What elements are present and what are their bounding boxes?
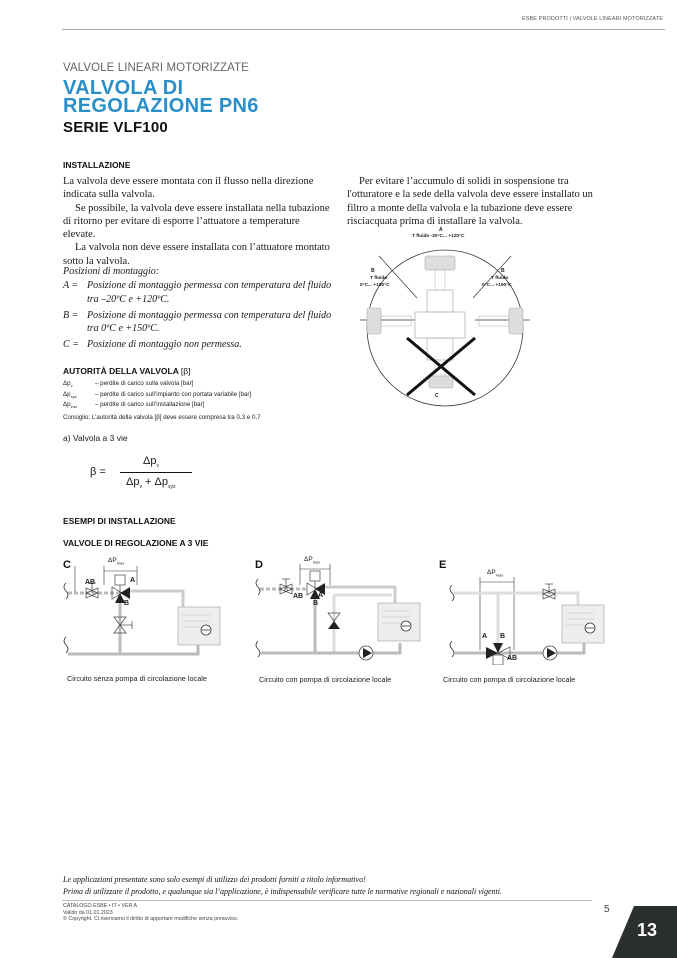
temp-b-left-1: T fluido [370,276,388,281]
installazione-paragraph: Se possibile, la valvola deve essere installata nella tubazione di ritorno per evitare di esporre l’attuatore a temperature elevate. [63,202,330,241]
formula-lhs: β = [90,466,106,478]
autorita-advice: Consiglio: L’autorità della valvola [β] deve essere compresa tra 0,3 e 0,7 [63,414,261,422]
footer-meta [63,903,238,923]
subscript: v [156,463,159,470]
authority-formula [90,455,200,495]
page-number: 13 [637,920,658,940]
temp-b-left-2: 0°C... +150°C [360,283,390,288]
page-title-line-2: REGOLAZIONE PN6 [63,95,259,117]
figure-caption: Circuito senza pompa di circolazione locale [67,674,207,683]
delta-p-symbol: Δp [63,401,71,409]
copyright-notice: © Copyright. Ci riserviamo il diritto di apportare modifiche senza preavviso. [63,916,239,922]
port-label: B [124,600,130,607]
port-label: A [318,592,324,599]
subscript: sys [70,393,77,399]
page-title [63,79,363,115]
figure-d [252,555,432,695]
autorita-definitions [63,380,363,423]
delta-p-symbol: Δp [63,390,71,398]
definition-row [63,401,363,412]
mounting-positions [63,265,333,352]
dp: ΔP [304,556,313,563]
case-label: a) Valvola a 3 vie [63,433,128,443]
esempi-subheading: VALVOLE DI REGOLAZIONE A 3 VIE [63,538,209,548]
subscript: v [139,484,142,491]
temp-b-right-2: 0°C... +150°C [482,283,512,288]
dp: ΔP [487,569,496,576]
figure-c [60,555,240,695]
mounting-position-diagram [355,228,535,408]
temp-range-a: T fluido -20°C... +120°C [412,234,465,239]
subscript: inst [70,404,77,410]
disclaimer-line-1: Le applicazioni presentate sono solo esempi di utilizzo dei prodotti forniti a titolo informativo! [63,875,366,884]
figure-caption: Circuito con pompa di circolazione locale [443,675,576,684]
definition-text: – perdite di carico sull’installazione [bar] [95,401,205,409]
subscript: v [70,383,73,389]
valve-orientation-illustration [355,228,535,408]
autorita-heading-text: AUTORITÀ DELLA VALVOLA [63,366,179,376]
filter-paragraph: Per evitare l’accumulo di solidi in sospensione tra l'otturatore e la sede della valvola deve essere installato un filtro a monte della valvola e la tubazione deve essere risciacquata prima di installare la valvola. [347,176,593,227]
definition-text: – perdite di carico sull’impianto con portata variabile [bar] [95,390,252,398]
port-label: AB [507,655,518,662]
installazione-body [63,175,333,268]
position-item-b [63,309,333,336]
port-label: A [130,577,136,584]
section-page-number: 5 [604,904,610,915]
delta-p-symbol: Δp [63,380,71,387]
port-label: B [313,600,319,607]
positions-heading: Posizioni di montaggio: [63,266,160,277]
numerator-symbol: Δp [143,455,157,467]
fraction-bar [120,472,192,473]
series-subtitle: SERIE VLF100 [63,119,168,136]
running-header: ESBE PRODOTTI | VALVOLE LINEARI MOTORIZZATE [521,16,663,22]
circuit-diagram-c [60,555,240,665]
figure-label: D [255,559,263,571]
esempi-heading: ESEMPI DI INSTALLAZIONE [63,516,176,526]
circuit-diagram-e [436,555,616,665]
definition-row [63,391,363,402]
validity-date: Valido da 01.01.2023 [63,909,113,916]
subscript: max [312,559,321,565]
figure-label: C [63,559,71,571]
disclaimer [63,874,502,898]
installazione-paragraph: La valvola non deve essere installata con l’attuatore montato sotto la valvola. [63,242,330,267]
position-key: B = [63,309,79,321]
figure-e [436,555,616,695]
port-label: AB [293,593,304,600]
figure-caption: Circuito con pompa di circolazione locale [259,675,392,684]
label-c: C [435,393,439,399]
position-text: Posizione di montaggio permessa con temperatura del fluido tra 0ºC e +150ºC. [87,309,332,335]
position-item-c [63,338,333,351]
definition-text: – perdite di carico sulla valvola [bar] [95,380,194,387]
figure-label: E [439,559,447,571]
circuit-diagram-d [252,555,432,665]
subscript: max [116,560,125,566]
position-key: C = [63,339,79,351]
label-b-left: B [371,268,375,274]
dp: ΔP [108,557,117,564]
formula-denominator [126,476,175,490]
installazione-heading: INSTALLAZIONE [63,160,131,170]
denominator-plus: + Δp [141,476,168,488]
definition-row [63,380,363,391]
subscript: sys [167,484,176,491]
disclaimer-line-2: Prima di utilizzare il prodotto, e qualunque sia l’applicazione, è indispensabile verificare tutte le normative regionali e nazionali vigenti. [63,887,502,896]
position-text: Posizione di montaggio permessa con temperatura del fluido tra –20ºC e +120ºC. [87,280,332,305]
category-kicker: VALVOLE LINEARI MOTORIZZATE [63,62,249,74]
position-item-a [63,279,333,306]
port-label: AB [85,579,96,586]
header-divider [62,29,665,30]
temp-b-right-1: T fluido [491,276,509,281]
footer-divider [62,900,592,901]
catalog-info: CATALOGO ESBE • IT • VER A [63,903,138,909]
autorita-heading [63,366,191,376]
position-text: Posizione di montaggio non permessa. [87,339,242,351]
port-label: A [482,633,488,640]
denominator-symbol: Δp [126,476,140,488]
label-b-right: B [501,268,505,274]
port-label: B [500,633,506,640]
position-key: A = [63,280,79,292]
page-title-line-1: VALVOLA DI [63,77,184,99]
installazione-paragraph: La valvola deve essere montata con il flusso nella direzione indicata sulla valvola. [63,176,314,201]
formula-numerator [143,455,159,469]
beta-symbol: [β] [180,366,191,376]
subscript: max [495,572,504,578]
label-a: A [439,227,443,233]
